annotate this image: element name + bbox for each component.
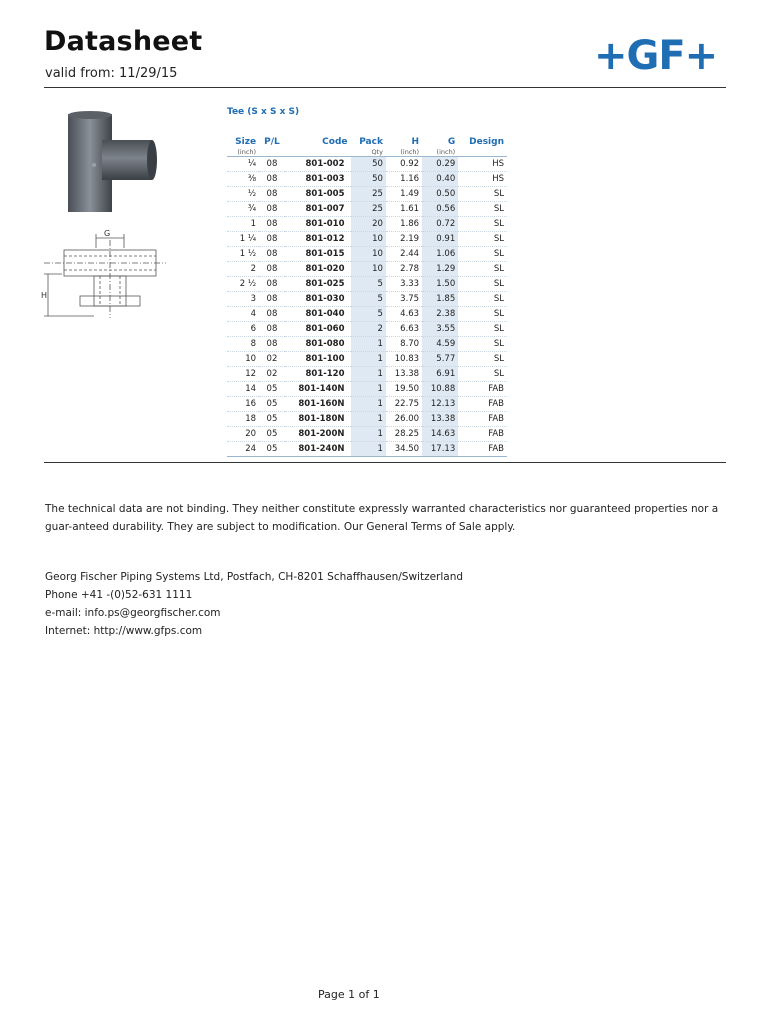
pl-cell: 02 [266, 369, 278, 379]
g-cell: 0.56 [422, 202, 458, 217]
size-cell: 4 [250, 309, 257, 319]
h-cell: 0.92 [400, 159, 420, 169]
h-cell: 8.70 [400, 339, 420, 349]
header-divider [44, 87, 726, 88]
h-cell: 1.61 [400, 204, 420, 214]
h-cell: 4.63 [400, 309, 420, 319]
table-row [227, 442, 507, 457]
column-header: Code [322, 137, 348, 147]
pack-qty-cell: 2 [351, 322, 386, 337]
code-cell: 801-010 [305, 219, 345, 229]
table-row [227, 397, 507, 412]
g-cell: 0.72 [422, 217, 458, 232]
table-row [227, 412, 507, 427]
specification-table [227, 136, 507, 457]
code-cell: 801-005 [305, 189, 345, 199]
specification-table-body [227, 157, 507, 457]
pl-cell: 05 [266, 384, 278, 394]
h-cell: 2.19 [400, 234, 420, 244]
pl-cell: 08 [266, 159, 278, 169]
design-cell: SL [493, 339, 504, 349]
design-cell: SL [493, 249, 504, 259]
table-row [227, 307, 507, 322]
g-cell: 0.40 [422, 172, 458, 187]
pl-cell: 08 [266, 174, 278, 184]
code-cell: 801-030 [305, 294, 345, 304]
pack-qty-cell: 10 [351, 247, 386, 262]
g-cell: 2.38 [422, 307, 458, 322]
pl-cell: 05 [266, 444, 278, 454]
g-cell: 1.06 [422, 247, 458, 262]
code-cell: 801-080 [305, 339, 345, 349]
email-address: e-mail: info.ps@georgfischer.com [45, 607, 221, 619]
g-cell: 0.50 [422, 187, 458, 202]
table-row [227, 157, 507, 172]
pack-qty-cell: 50 [351, 157, 386, 172]
g-cell: 13.38 [422, 412, 458, 427]
table-row [227, 322, 507, 337]
company-address: Georg Fischer Piping Systems Ltd, Postfach, CH-8201 Schaffhausen/Switzerland [45, 571, 464, 583]
design-cell: FAB [488, 414, 504, 424]
size-cell: 16 [245, 399, 257, 409]
h-cell: 26.00 [394, 414, 420, 424]
size-cell: 1 ¼ [239, 234, 257, 244]
tee-dimension-drawing [40, 226, 170, 326]
design-cell: SL [493, 189, 504, 199]
size-cell: ½ [247, 189, 257, 199]
product-table-title: Tee (S x S x S) [227, 107, 300, 117]
design-cell: FAB [488, 384, 504, 394]
pack-qty-cell: 10 [351, 232, 386, 247]
page-number: Page 1 of 1 [318, 988, 380, 1001]
h-cell: 22.75 [394, 399, 420, 409]
pl-cell: 05 [266, 399, 278, 409]
h-cell: 1.49 [400, 189, 420, 199]
design-cell: SL [493, 279, 504, 289]
design-cell: SL [493, 219, 504, 229]
pl-cell: 05 [266, 429, 278, 439]
size-cell: 8 [250, 339, 257, 349]
dimension-label-h: H [41, 291, 48, 300]
page-title: Datasheet [44, 26, 203, 57]
h-cell: 2.78 [400, 264, 420, 274]
g-cell: 0.91 [422, 232, 458, 247]
pack-qty-cell: 1 [351, 442, 386, 457]
g-cell: 10.88 [422, 382, 458, 397]
code-cell: 801-015 [305, 249, 345, 259]
h-cell: 28.25 [394, 429, 420, 439]
h-cell: 3.75 [400, 294, 420, 304]
design-cell: HS [492, 174, 504, 184]
size-cell: 2 ½ [239, 279, 257, 289]
tee-fitting-photo [60, 108, 160, 218]
h-cell: 1.16 [400, 174, 420, 184]
code-cell: 801-040 [305, 309, 345, 319]
pack-qty-cell: 25 [351, 187, 386, 202]
design-cell: FAB [488, 399, 504, 409]
column-header: Design [469, 137, 504, 147]
h-cell: 10.83 [394, 354, 420, 364]
g-cell: 14.63 [422, 427, 458, 442]
website-address: Internet: http://www.gfps.com [45, 625, 203, 637]
table-row [227, 427, 507, 442]
size-cell: 18 [245, 414, 257, 424]
pack-qty-cell: 1 [351, 427, 386, 442]
size-cell: 1 [250, 219, 257, 229]
pack-qty-cell: 10 [351, 262, 386, 277]
table-row [227, 187, 507, 202]
design-cell: SL [493, 354, 504, 364]
table-row [227, 262, 507, 277]
g-cell: 5.77 [422, 352, 458, 367]
table-row [227, 352, 507, 367]
code-cell: 801-140N [298, 384, 345, 394]
column-header: Pack Qty [359, 137, 383, 156]
column-header: P/L [264, 137, 280, 147]
pack-qty-cell: 20 [351, 217, 386, 232]
pl-cell: 08 [266, 264, 278, 274]
table-row [227, 382, 507, 397]
column-header: G (inch) [436, 137, 456, 156]
table-row [227, 232, 507, 247]
pack-qty-cell: 50 [351, 172, 386, 187]
g-cell: 1.29 [422, 262, 458, 277]
valid-from-date: valid from: 11/29/15 [45, 66, 178, 81]
g-cell: 6.91 [422, 367, 458, 382]
code-cell: 801-012 [305, 234, 345, 244]
pl-cell: 08 [266, 204, 278, 214]
h-cell: 6.63 [400, 324, 420, 334]
pl-cell: 08 [266, 309, 278, 319]
table-row [227, 292, 507, 307]
table-header-row [227, 136, 507, 157]
table-row [227, 247, 507, 262]
h-cell: 1.86 [400, 219, 420, 229]
table-row [227, 277, 507, 292]
h-cell: 2.44 [400, 249, 420, 259]
code-cell: 801-060 [305, 324, 345, 334]
size-cell: 1 ½ [239, 249, 257, 259]
pl-cell: 08 [266, 219, 278, 229]
pack-qty-cell: 1 [351, 337, 386, 352]
pl-cell: 08 [266, 294, 278, 304]
pack-qty-cell: 5 [351, 307, 386, 322]
code-cell: 801-100 [305, 354, 345, 364]
dimension-label-g: G [104, 229, 111, 238]
size-cell: 10 [245, 354, 257, 364]
column-header: H (inch) [400, 137, 420, 156]
pl-cell: 08 [266, 339, 278, 349]
code-cell: 801-025 [305, 279, 345, 289]
design-cell: SL [493, 234, 504, 244]
h-cell: 3.33 [400, 279, 420, 289]
table-row [227, 367, 507, 382]
pl-cell: 05 [266, 414, 278, 424]
pack-qty-cell: 1 [351, 397, 386, 412]
size-cell: 24 [245, 444, 257, 454]
code-cell: 801-200N [298, 429, 345, 439]
size-cell: 14 [245, 384, 257, 394]
table-row [227, 337, 507, 352]
g-cell: 1.50 [422, 277, 458, 292]
h-cell: 19.50 [394, 384, 420, 394]
pack-qty-cell: 1 [351, 382, 386, 397]
pl-cell: 08 [266, 249, 278, 259]
design-cell: FAB [488, 429, 504, 439]
code-cell: 801-007 [305, 204, 345, 214]
design-cell: FAB [488, 444, 504, 454]
phone-number: Phone +41 -(0)52-631 1111 [45, 589, 193, 601]
size-cell: 12 [245, 369, 257, 379]
table-row [227, 202, 507, 217]
section-divider [44, 462, 726, 463]
pack-qty-cell: 25 [351, 202, 386, 217]
size-cell: ¾ [247, 204, 257, 214]
design-cell: HS [492, 159, 504, 169]
design-cell: SL [493, 294, 504, 304]
pl-cell: 02 [266, 354, 278, 364]
table-row [227, 172, 507, 187]
pl-cell: 08 [266, 234, 278, 244]
g-cell: 3.55 [422, 322, 458, 337]
size-cell: 3 [250, 294, 257, 304]
code-cell: 801-002 [305, 159, 345, 169]
column-header: Size (inch) [235, 137, 257, 156]
code-cell: 801-160N [298, 399, 345, 409]
g-cell: 17.13 [422, 442, 458, 457]
design-cell: SL [493, 264, 504, 274]
pack-qty-cell: 1 [351, 367, 386, 382]
size-cell: 2 [250, 264, 257, 274]
pack-qty-cell: 5 [351, 277, 386, 292]
g-cell: 0.29 [422, 157, 458, 172]
code-cell: 801-120 [305, 369, 345, 379]
contact-block [45, 568, 463, 640]
disclaimer-text: The technical data are not binding. They neither constitute expressly warranted characteristics nor guaranteed properties nor a guar-anteed durability. They are subject to modification. Our General Terms of Sale apply. [45, 503, 719, 533]
code-cell: 801-180N [298, 414, 345, 424]
size-cell: ¼ [247, 159, 257, 169]
pl-cell: 08 [266, 189, 278, 199]
g-cell: 12.13 [422, 397, 458, 412]
pack-qty-cell: 1 [351, 412, 386, 427]
size-cell: 20 [245, 429, 257, 439]
h-cell: 34.50 [394, 444, 420, 454]
design-cell: SL [493, 309, 504, 319]
size-cell: ⅜ [247, 174, 257, 184]
h-cell: 13.38 [394, 369, 420, 379]
g-cell: 4.59 [422, 337, 458, 352]
table-row [227, 217, 507, 232]
design-cell: SL [493, 369, 504, 379]
gf-logo: +GF+ [594, 33, 718, 79]
size-cell: 6 [250, 324, 257, 334]
code-cell: 801-240N [298, 444, 345, 454]
code-cell: 801-020 [305, 264, 345, 274]
pack-qty-cell: 5 [351, 292, 386, 307]
design-cell: SL [493, 204, 504, 214]
pl-cell: 08 [266, 279, 278, 289]
design-cell: SL [493, 324, 504, 334]
g-cell: 1.85 [422, 292, 458, 307]
code-cell: 801-003 [305, 174, 345, 184]
pack-qty-cell: 1 [351, 352, 386, 367]
pl-cell: 08 [266, 324, 278, 334]
